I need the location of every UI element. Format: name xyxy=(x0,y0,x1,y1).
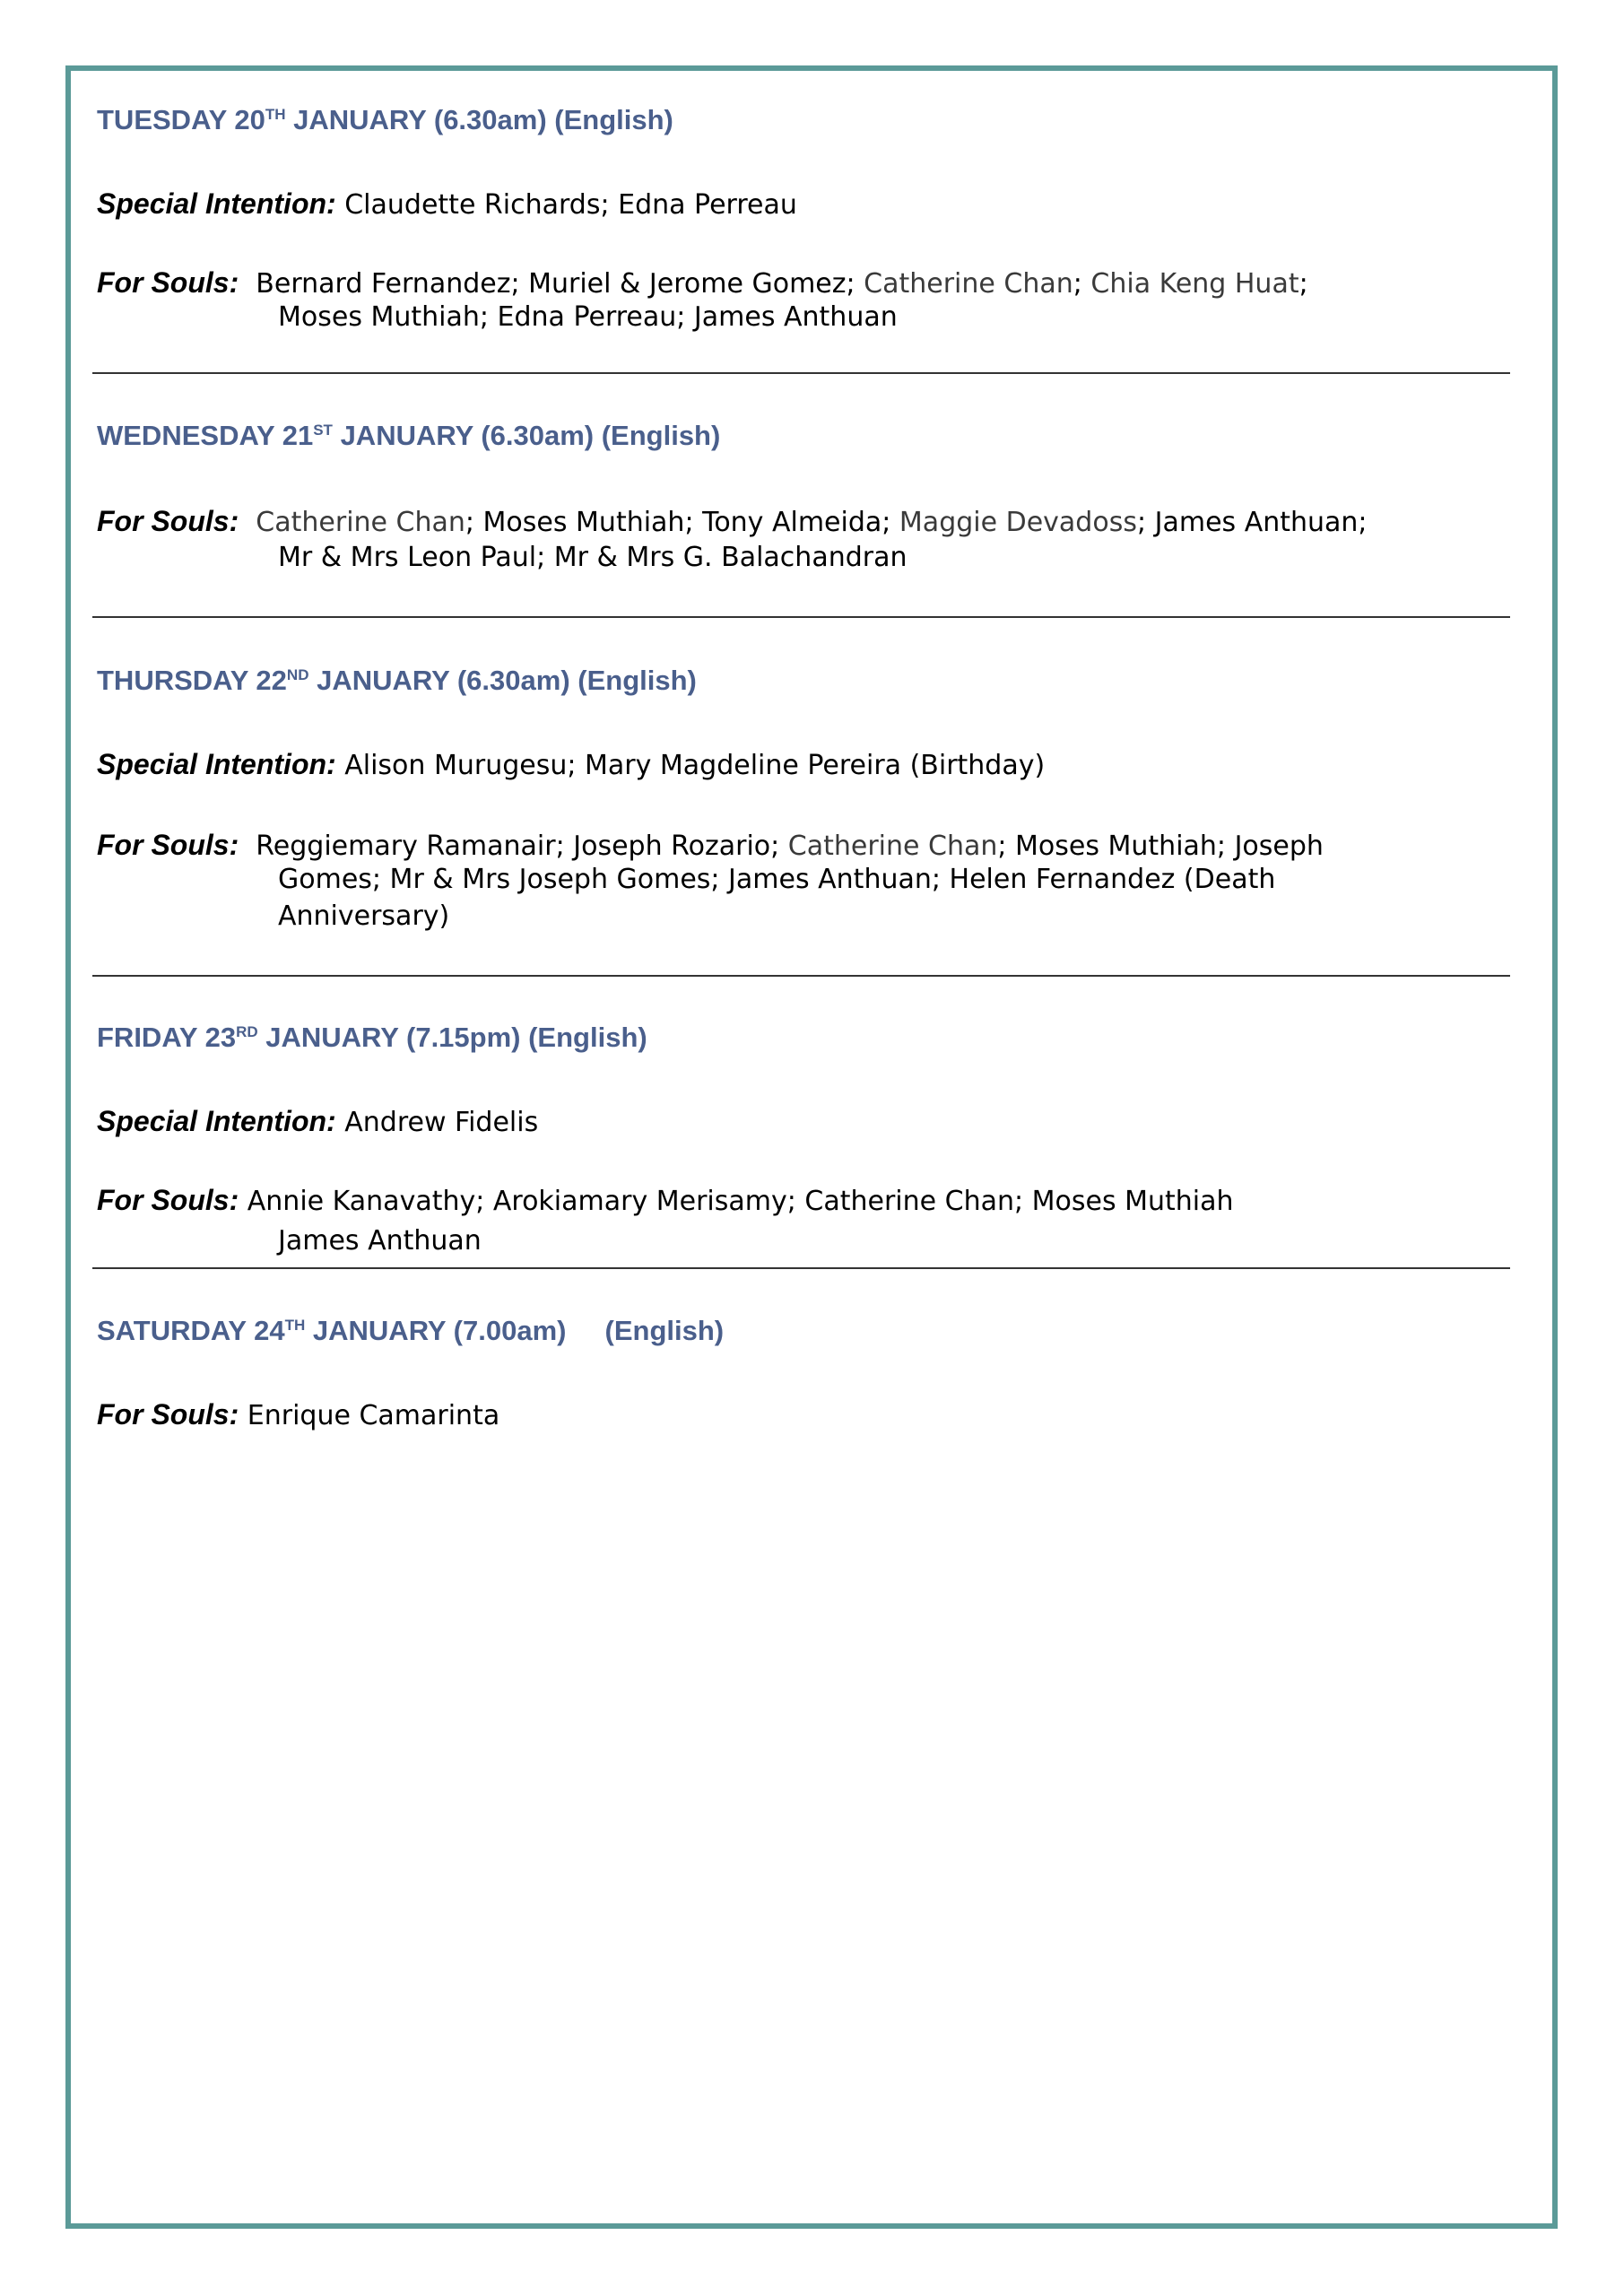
day-heading xyxy=(97,1313,724,1349)
special-intention-line xyxy=(97,1103,538,1141)
souls-names: Reggiemary Ramanair; Joseph Rozario; xyxy=(256,831,788,862)
souls-names: Annie Kanavathy; Arokiamary Merisamy; Catherine Chan; Moses Muthiah xyxy=(247,1186,1234,1217)
heading-time-language: JANUARY (6.30am) (English) xyxy=(285,104,673,135)
heading-suffix: RD xyxy=(236,1023,258,1040)
heading-suffix: TH xyxy=(284,1317,306,1334)
special-intention-line xyxy=(97,746,1045,784)
for-souls-label: For Souls: xyxy=(97,1184,239,1216)
heading-suffix: TH xyxy=(265,106,286,123)
souls-names: Maggie Devadoss xyxy=(899,507,1137,538)
souls-names: Moses Muthiah; Edna Perreau; James Anthuan xyxy=(278,301,898,333)
day-heading xyxy=(97,102,673,138)
heading-time-language: JANUARY (6.30am) (English) xyxy=(308,665,697,696)
heading-day: TUESDAY 20 xyxy=(97,104,265,135)
day-heading xyxy=(97,1020,647,1056)
for-souls-line xyxy=(97,503,1368,541)
souls-names: Catherine Chan xyxy=(787,831,998,862)
for-souls-line xyxy=(97,827,1324,865)
for-souls-line xyxy=(97,265,1308,302)
heading-day: FRIDAY 23 xyxy=(97,1022,237,1053)
for-souls-label: For Souls: xyxy=(97,505,239,537)
section-divider xyxy=(92,372,1510,374)
heading-suffix: ST xyxy=(313,422,333,439)
souls-names: ; Moses Muthiah; Tony Almeida; xyxy=(465,507,899,538)
souls-names: Chia Keng Huat xyxy=(1090,268,1299,300)
special-intention-label: Special Intention: xyxy=(97,748,336,780)
special-intention-names: Claudette Richards; Edna Perreau xyxy=(344,189,797,221)
for-souls-line xyxy=(278,300,898,335)
souls-names: ; xyxy=(1298,268,1308,300)
for-souls-line xyxy=(278,862,1275,898)
souls-names: ; Moses Muthiah; Joseph xyxy=(997,831,1324,862)
heading-suffix: ND xyxy=(286,666,309,683)
souls-names: ; James Anthuan; xyxy=(1136,507,1368,538)
section-divider xyxy=(92,975,1510,977)
for-souls-label: For Souls: xyxy=(97,1398,239,1431)
souls-names: Anniversary) xyxy=(278,900,450,932)
special-intention-label: Special Intention: xyxy=(97,1105,336,1137)
souls-names: Gomes; Mr & Mrs Joseph Gomes; James Anthuan; Helen Fernandez (Death xyxy=(278,864,1276,895)
souls-names: Catherine Chan xyxy=(864,268,1073,300)
special-intention-label: Special Intention: xyxy=(97,187,336,220)
day-heading xyxy=(97,663,697,699)
souls-names: Mr & Mrs Leon Paul; Mr & Mrs G. Balachandran xyxy=(278,542,908,573)
for-souls-line xyxy=(97,1182,1234,1220)
souls-names: ; xyxy=(1073,268,1091,300)
heading-time-language: JANUARY (6.30am) (English) xyxy=(332,420,721,451)
for-souls-line xyxy=(97,1396,499,1434)
special-intention-names: Alison Murugesu; Mary Magdeline Pereira (Birthday) xyxy=(344,750,1046,781)
heading-time-language: JANUARY (7.15pm) (English) xyxy=(257,1022,647,1053)
heading-day: SATURDAY 24 xyxy=(97,1315,285,1346)
heading-time-language: JANUARY (7.00am) (English) xyxy=(305,1315,725,1346)
for-souls-line xyxy=(278,540,907,576)
souls-names: Bernard Fernandez; Muriel & Jerome Gomez; xyxy=(256,268,864,300)
souls-names: James Anthuan xyxy=(278,1225,482,1257)
for-souls-line xyxy=(278,1223,482,1259)
heading-day: WEDNESDAY 21 xyxy=(97,420,314,451)
souls-names: Catherine Chan xyxy=(256,507,465,538)
for-souls-label: For Souls: xyxy=(97,266,239,299)
special-intention-names: Andrew Fidelis xyxy=(344,1107,539,1138)
special-intention-line xyxy=(97,186,797,223)
heading-day: THURSDAY 22 xyxy=(97,665,287,696)
section-divider xyxy=(92,616,1510,618)
souls-names: Enrique Camarinta xyxy=(247,1400,500,1431)
section-divider xyxy=(92,1267,1510,1269)
for-souls-label: For Souls: xyxy=(97,829,239,861)
page-border xyxy=(65,65,1558,2229)
day-heading xyxy=(97,418,720,454)
for-souls-line xyxy=(278,899,449,935)
